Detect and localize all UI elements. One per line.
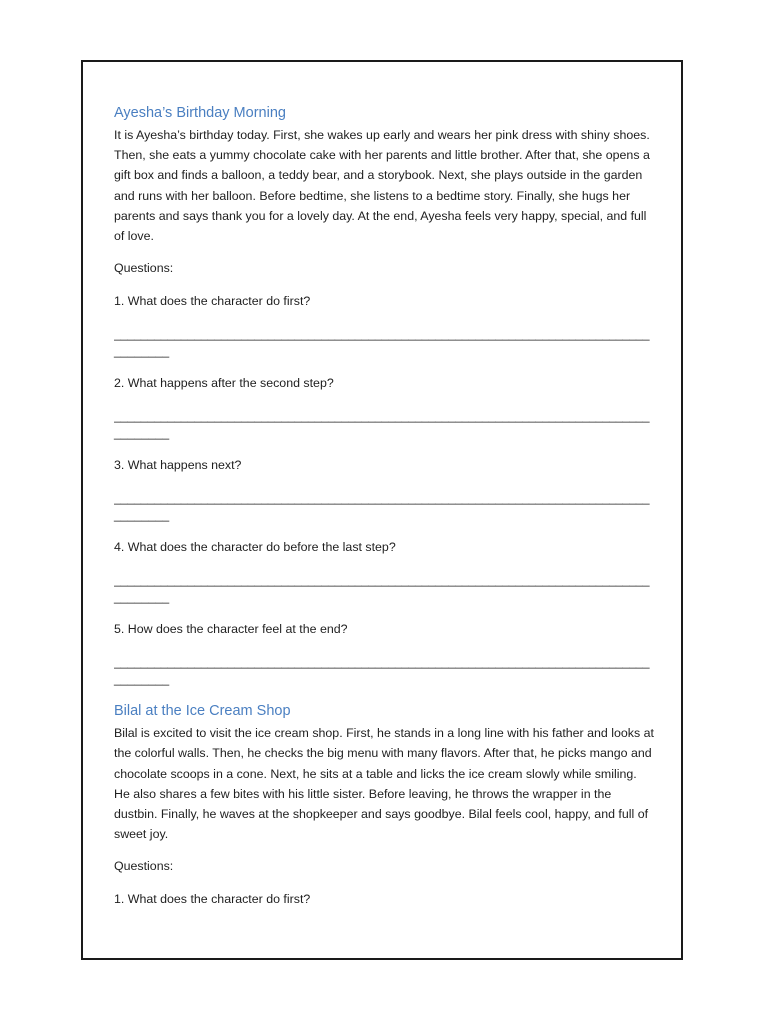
question-text: 3. What happens next? [114, 458, 242, 473]
answer-line: ________________________________________________________________________________ [114, 409, 650, 424]
question-text: 1. What does the character do first? [114, 892, 311, 907]
question-text: 5. How does the character feel at the end? [114, 622, 348, 637]
answer-line-tail: ________ [114, 590, 170, 605]
question-block [114, 291, 654, 360]
answer-line: ________________________________________________________________________________ [114, 491, 650, 506]
question-text: 2. What happens after the second step? [114, 376, 334, 391]
worksheet-page [81, 60, 683, 960]
answer-line: ________________________________________________________________________________ [114, 327, 650, 342]
answer-line-tail: ________ [114, 344, 170, 359]
questions-label: Questions: [114, 261, 174, 276]
answer-line-tail: ________ [114, 672, 170, 687]
story-body: It is Ayesha’s birthday today. First, she wakes up early and wears her pink dress with shiny shoes. Then, she eats a yummy chocolate cake with her parents and little brother. After that, she opens a gift box and finds a balloon, a teddy bear, and a storybook. Next, she plays outside in the garden and runs with her balloon. Before bedtime, she listens to a bedtime story. Finally, she hugs her parents and says thank you for a lovely day. At the end, Ayesha feels very happy, special, and full of love. [114, 128, 650, 244]
question-text: 4. What does the character do before the last step? [114, 540, 396, 555]
story-section-1 [114, 104, 654, 688]
question-block [114, 373, 654, 442]
question-block [114, 889, 654, 909]
question-text: 1. What does the character do first? [114, 294, 311, 309]
answer-line: ________________________________________________________________________________ [114, 573, 650, 588]
worksheet-content [114, 104, 654, 909]
story-section-2 [114, 702, 654, 909]
story-title: Ayesha’s Birthday Morning [114, 105, 286, 121]
story-body: Bilal is excited to visit the ice cream shop. First, he stands in a long line with his father and looks at the colorful walls. Then, he checks the big menu with many flavors. After that, he picks mango and chocolate scoops in a cone. Next, he sits at a table and licks the ice cream slowly while smiling. He also shares a few bites with his little sister. Before leaving, he throws the wrapper in the dustbin. Finally, he waves at the shopkeeper and says goodbye. Bilal feels cool, happy, and full of sweet joy. [114, 726, 654, 842]
answer-line-tail: ________ [114, 426, 170, 441]
questions-label: Questions: [114, 859, 174, 874]
question-block [114, 455, 654, 524]
question-block [114, 619, 654, 688]
answer-line-tail: ________ [114, 508, 170, 523]
question-block [114, 537, 654, 606]
story-title: Bilal at the Ice Cream Shop [114, 703, 291, 720]
answer-line: ________________________________________________________________________________ [114, 655, 650, 670]
